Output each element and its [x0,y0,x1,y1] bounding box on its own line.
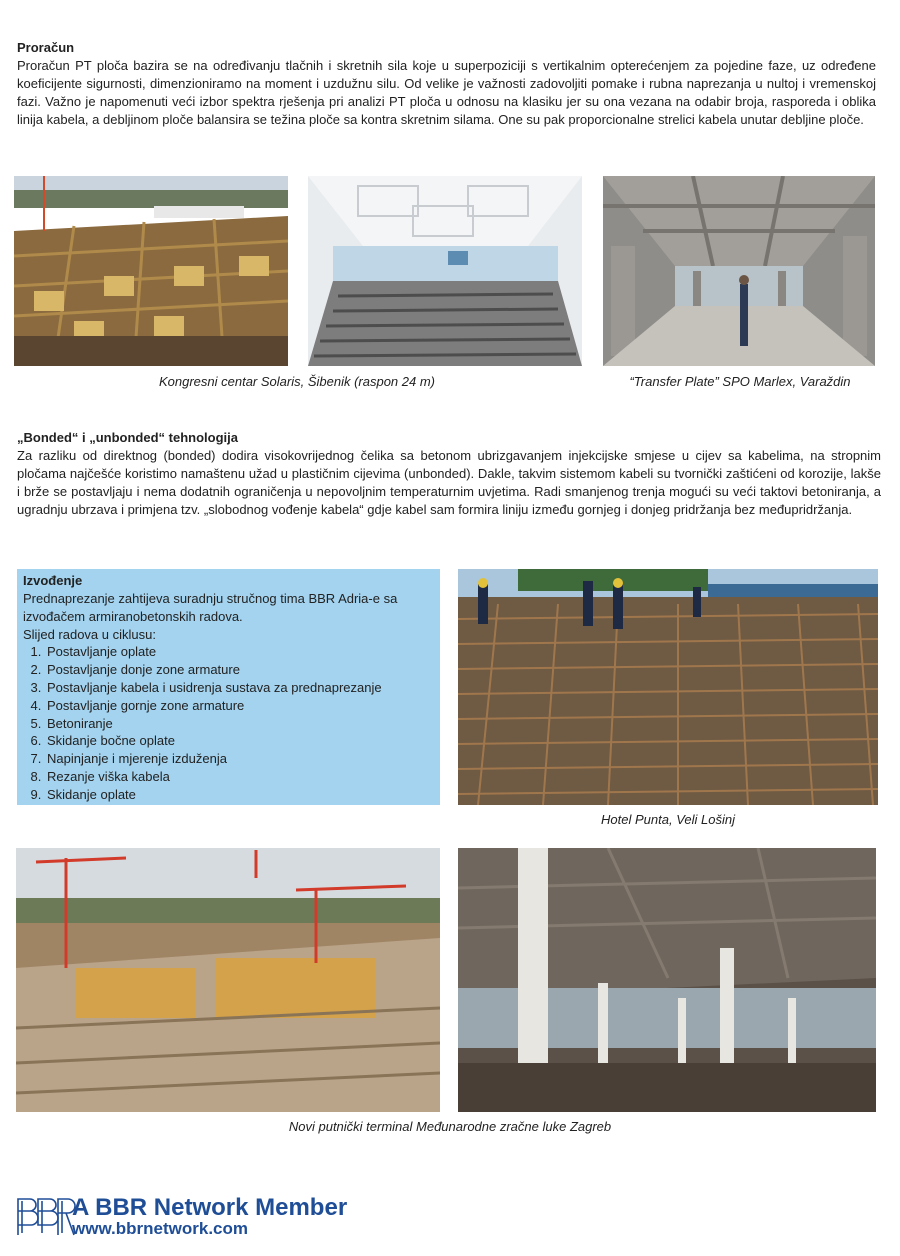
caption-solaris: Kongresni centar Solaris, Šibenik (raspon 24 m) [158,374,436,389]
photo-hotel-punta [458,569,878,805]
bbr-logo [16,1197,76,1237]
footer-tagline: A BBR Network Member [72,1194,348,1221]
list-item: 8. Rezanje viška kabela [45,768,434,786]
section-bonded [17,429,881,519]
section-proracun [17,39,876,129]
work-steps-list [23,643,434,803]
bbr-logo-icon [16,1197,76,1237]
box-title: Izvođenje [23,573,83,588]
list-item: 7. Napinjanje i mjerenje izduženja [45,750,434,768]
list-item: 9. Skidanje oplate [45,786,434,804]
photo-marlex-transfer-plate [603,176,875,366]
list-item: 2. Postavljanje donje zone armature [45,661,434,679]
list-item: 5. Betoniranje [45,715,434,733]
photo-solaris-slab [14,176,288,366]
list-item: 6. Skidanje bočne oplate [45,732,434,750]
section-text: Proračun PT ploča bazira se na određivanju tlačnih i skretnih sila koje u superpoziciji s vertikalnim opterećenjem za pojedine faze, uz određene koeficijente sigurnosti, dimenzioniramo na moment i uzdužnu silu. Od velike je važnosti zadovoljiti pomake i rubna naprezanja u nultoj i vremenskoj fazi. Važno je napomenuti veći izbor spektra rješenja pri analizi PT ploča u odnosu na klasiku jer su ona vezana na odabir broja, rasporeda i oblika linija kabela, a debljinom ploče balansira se težina ploče sa kontra skretnim silama. One su pak proporcionalne strelici kabela unutar debljine ploče. [17,58,876,127]
section-text: Za razliku od direktnog (bonded) dodira visokovrijednog čelika sa betonom ubrizgavanjem injekcijske smjese u cijev sa kabelima, na stropnim pločama najčešće koristimo namaštenu užad u plastičnim cijevima (unbonded). Dakle, takvim sistemom kabeli su tvornički zaštićeni od korozije, lakše i brže se postavljaju i nema dodatnih ograničenja u nepovoljnim temperaturnim uvjetima. Radi smanjenog trenja mogući su veći taktovi betoniranja, a ugradnju ubrzava i primjena tzv. „slobodnog vođenje kabela“ gdje kabel sam formira liniju između gornjeg i donjeg pridržanja bez međupridržanja. [17,448,881,517]
izvodenje-box [17,569,440,805]
caption-marlex: “Transfer Plate” SPO Marlex, Varaždin [629,374,851,389]
list-item: 3. Postavljanje kabela i usidrenja sustava za prednaprezanje [45,679,434,697]
caption-airport: Novi putnički terminal Međunarodne zračne luke Zagreb [288,1119,612,1134]
photo-airport-aerial [16,848,440,1112]
box-sequence-label: Slijed radova u ciklusu: [23,626,156,642]
photo-airport-interior [458,848,876,1112]
list-item: 4. Postavljanje gornje zone armature [45,697,434,715]
footer-url[interactable]: www.bbrnetwork.com [72,1219,249,1238]
box-intro: Prednaprezanje zahtijeva suradnju stručnog tima BBR Adria-e sa izvođačem armiranobetonskih radova. [23,591,398,624]
photo-solaris-hall [308,176,582,366]
caption-hotel-punta: Hotel Punta, Veli Lošinj [601,812,735,827]
section-title: „Bonded“ i „unbonded“ tehnologija [17,430,238,445]
list-item: 1. Postavljanje oplate [45,643,434,661]
section-title: Proračun [17,40,75,55]
